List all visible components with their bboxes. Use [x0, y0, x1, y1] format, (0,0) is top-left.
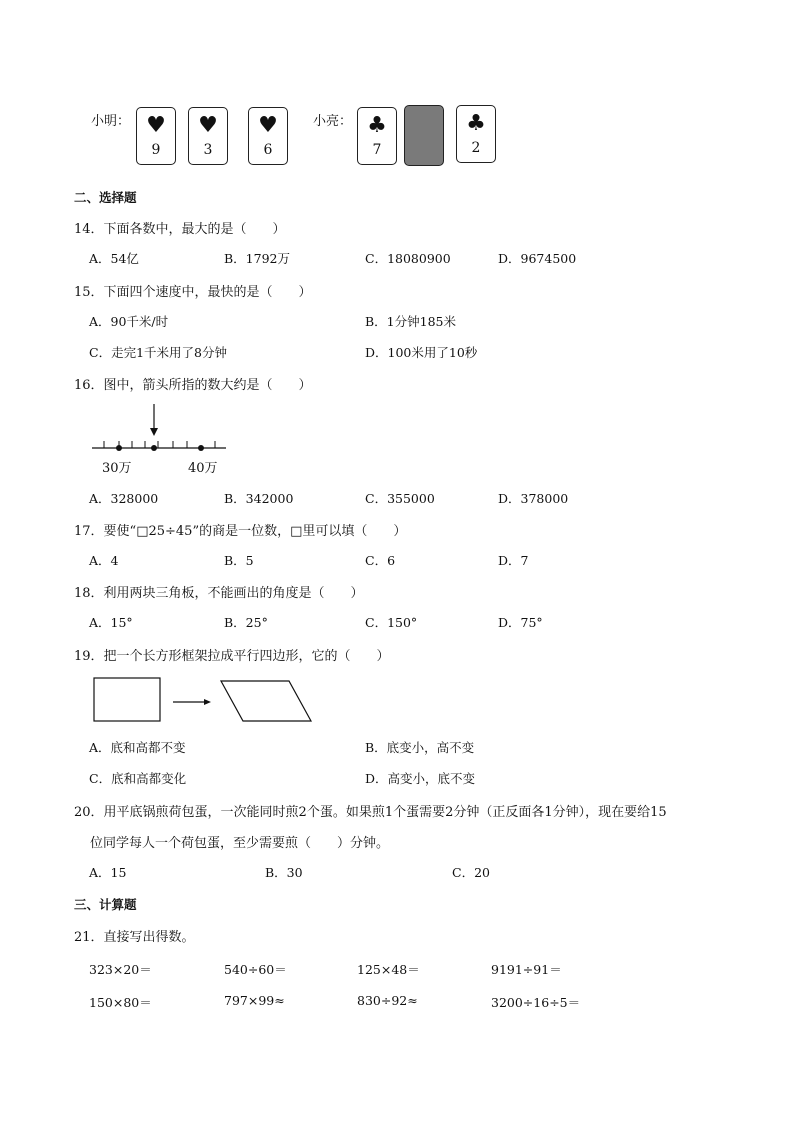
- q15-option-b: B．1分钟185米: [365, 314, 456, 329]
- calc-item: 9191÷91＝: [491, 962, 562, 977]
- card-xiaoliang-1: ♣ 7: [357, 107, 397, 165]
- calc-item: 540÷60＝: [224, 962, 287, 977]
- q20-option-c: C．20: [452, 865, 490, 880]
- calc-item: 830÷92≈: [357, 993, 418, 1008]
- q19-option-a: A．底和高都不变: [89, 740, 186, 755]
- q14-option-d: D．9674500: [498, 251, 577, 266]
- q16-option-d: D．378000: [498, 491, 569, 506]
- question-18: 18．利用两块三角板，不能画出的角度是（ ）: [74, 586, 364, 601]
- heart-icon: ♥: [258, 113, 278, 138]
- card-xiaoming-2: ♥ 3: [188, 107, 228, 165]
- question-15: 15．下面四个速度中，最快的是（ ）: [74, 285, 312, 300]
- question-14: 14．下面各数中，最大的是（ ）: [74, 222, 286, 237]
- q17-option-a: A．4: [89, 553, 119, 568]
- section-heading-choice: 二、选择题: [74, 190, 137, 205]
- q14-option-c: C．18080900: [365, 251, 451, 266]
- q14-option-b: B．1792万: [224, 251, 290, 266]
- question-17: 17．要使“□25÷45”的商是一位数，□里可以填（ ）: [74, 524, 407, 539]
- q19-option-c: C．底和高都变化: [89, 771, 187, 786]
- question-20-line-1: 20．用平底锅煎荷包蛋，一次能同时煎2个蛋。如果煎1个蛋需要2分钟（正反面各1分钟），现在要给15: [74, 805, 667, 820]
- card-xiaoming-3: ♥ 6: [248, 107, 288, 165]
- q18-option-a: A．15°: [89, 615, 133, 630]
- q19-option-d: D．高变小，底不变: [365, 771, 476, 786]
- q18-option-d: D．75°: [498, 615, 543, 630]
- q17-option-c: C．6: [365, 553, 396, 568]
- number-line-figure: [88, 402, 238, 454]
- card-xiaoming-1: ♥ 9: [136, 107, 176, 165]
- q20-option-b: B．30: [265, 865, 303, 880]
- calc-item: 797×99≈: [224, 993, 285, 1008]
- q17-option-d: D．7: [498, 553, 529, 568]
- calc-item: 125×48＝: [357, 962, 420, 977]
- xiaoliang-label: 小亮：: [313, 114, 353, 129]
- section-heading-calculation: 三、计算题: [74, 897, 137, 912]
- heart-icon: ♥: [198, 113, 218, 138]
- card-xiaoliang-face-down: [404, 105, 444, 166]
- calc-item: 150×80＝: [89, 995, 152, 1010]
- xiaoming-label: 小明：: [91, 114, 131, 129]
- club-icon: ♣: [466, 111, 486, 136]
- question-16: 16．图中，箭头所指的数大约是（ ）: [74, 378, 312, 393]
- heart-icon: ♥: [146, 113, 166, 138]
- q15-option-a: A．90千米/时: [89, 314, 169, 329]
- q16-option-b: B．342000: [224, 491, 294, 506]
- q18-option-c: C．150°: [365, 615, 418, 630]
- q15-option-d: D．100米用了10秒: [365, 345, 478, 360]
- q14-option-a: A．54亿: [89, 251, 139, 266]
- q20-option-a: A．15: [89, 865, 127, 880]
- q19-option-b: B．底变小，高不变: [365, 740, 475, 755]
- calc-item: 323×20＝: [89, 962, 152, 977]
- q16-option-c: C．355000: [365, 491, 435, 506]
- q15-option-c: C．走完1千米用了8分钟: [89, 345, 227, 360]
- q17-option-b: B．5: [224, 553, 254, 568]
- calc-item: 3200÷16÷5＝: [491, 995, 581, 1010]
- question-19: 19．把一个长方形框架拉成平行四边形，它的（ ）: [74, 649, 390, 664]
- q18-option-b: B．25°: [224, 615, 268, 630]
- card-xiaoliang-3: ♣ 2: [456, 105, 496, 163]
- q16-option-a: A．328000: [89, 491, 159, 506]
- club-icon: ♣: [367, 113, 387, 138]
- question-20-line-2: 位同学每人一个荷包蛋，至少需要煎（ ）分钟。: [90, 836, 390, 851]
- rectangle-to-parallelogram-figure: [90, 675, 315, 725]
- number-line-label-left: 30万: [102, 461, 132, 476]
- question-21: 21．直接写出得数。: [74, 930, 195, 945]
- number-line-label-right: 40万: [188, 461, 218, 476]
